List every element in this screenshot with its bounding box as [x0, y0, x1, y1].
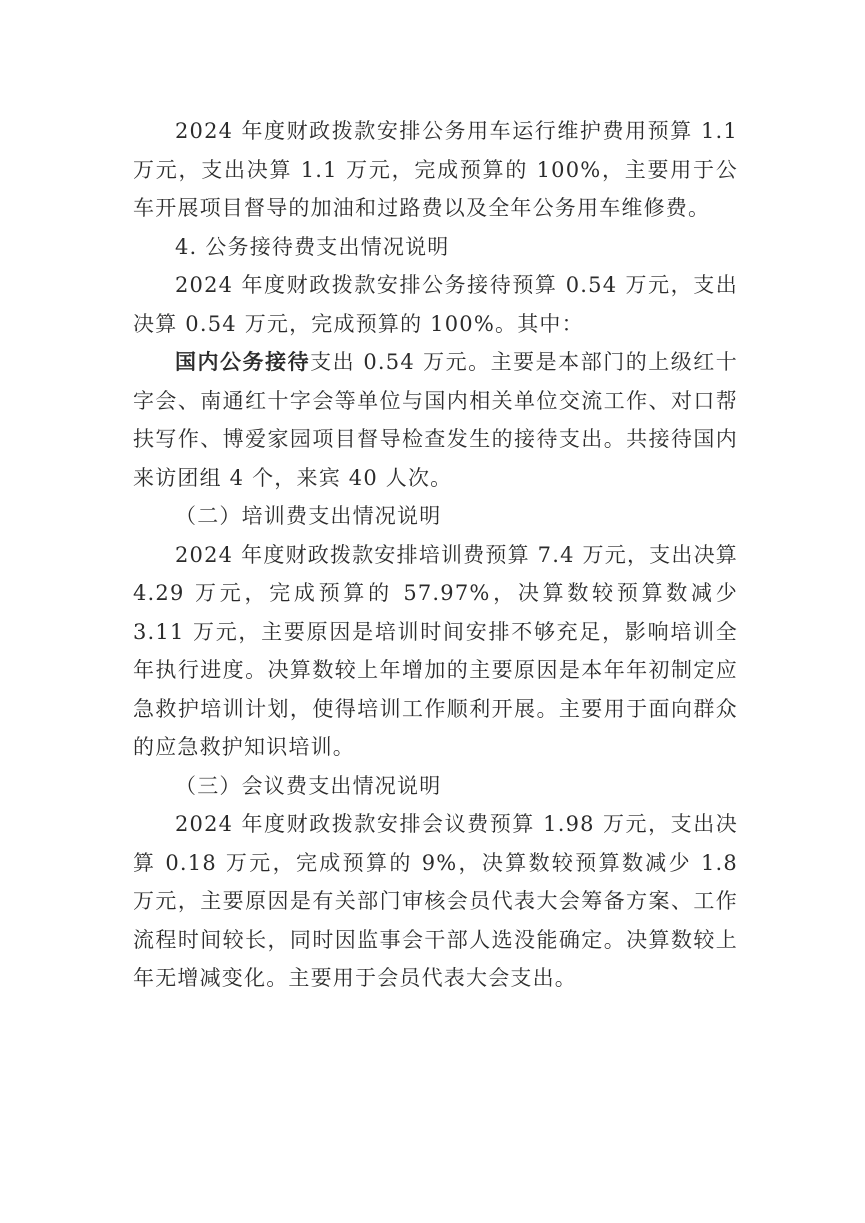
meeting-expense-paragraph: 2024 年度财政拨款安排会议费预算 1.98 万元，支出决算 0.18 万元，完成预算的 9%，决算数较预算数减少 1.8 万元，主要原因是有关部门审核会员代表大会筹备方案、工作流程时间较长，同时因监事会干部人选没能确定。决算数较上年无增减变化。主要用于会员代表大会支出。 — [133, 812, 738, 990]
reception-budget-paragraph: 2024 年度财政拨款安排公务接待预算 0.54 万元，支出决算 0.54 万元，完成预算的 100%。其中： — [133, 273, 738, 336]
domestic-reception-label: 国内公务接待 — [175, 349, 311, 374]
document-page — [133, 112, 738, 998]
domestic-reception-paragraph — [133, 343, 738, 497]
vehicle-maintenance-paragraph: 2024 年度财政拨款安排公务用车运行维护费用预算 1.1 万元，支出决算 1.1 万元，完成预算的 100%，主要用于公车开展项目督导的加油和过路费以及全年公务用车维修费。 — [133, 119, 738, 220]
domestic-reception-text: 支出 0.54 万元。主要是本部门的上级红十字会、南通红十字会等单位与国内相关单位交流工作、对口帮扶写作、博爱家园项目督导检查发生的接待支出。共接待国内来访团组 4 个，来宾 40 人次。 — [133, 350, 738, 490]
training-expense-paragraph: 2024 年度财政拨款安排培训费预算 7.4 万元，支出决算 4.29 万元，完成预算的 57.97%，决算数较预算数减少 3.11 万元，主要原因是培训时间安排不够充足，影响培训全年执行进度。决算数较上年增加的主要原因是本年年初制定应急救护培训计划，使得培训工作顺利开展。主要用于面向群众的应急救护知识培训。 — [133, 542, 738, 759]
training-expense-heading: （二）培训费支出情况说明 — [175, 504, 442, 528]
reception-expense-heading: 4. 公务接待费支出情况说明 — [175, 234, 450, 259]
meeting-expense-heading: （三）会议费支出情况说明 — [175, 773, 442, 798]
